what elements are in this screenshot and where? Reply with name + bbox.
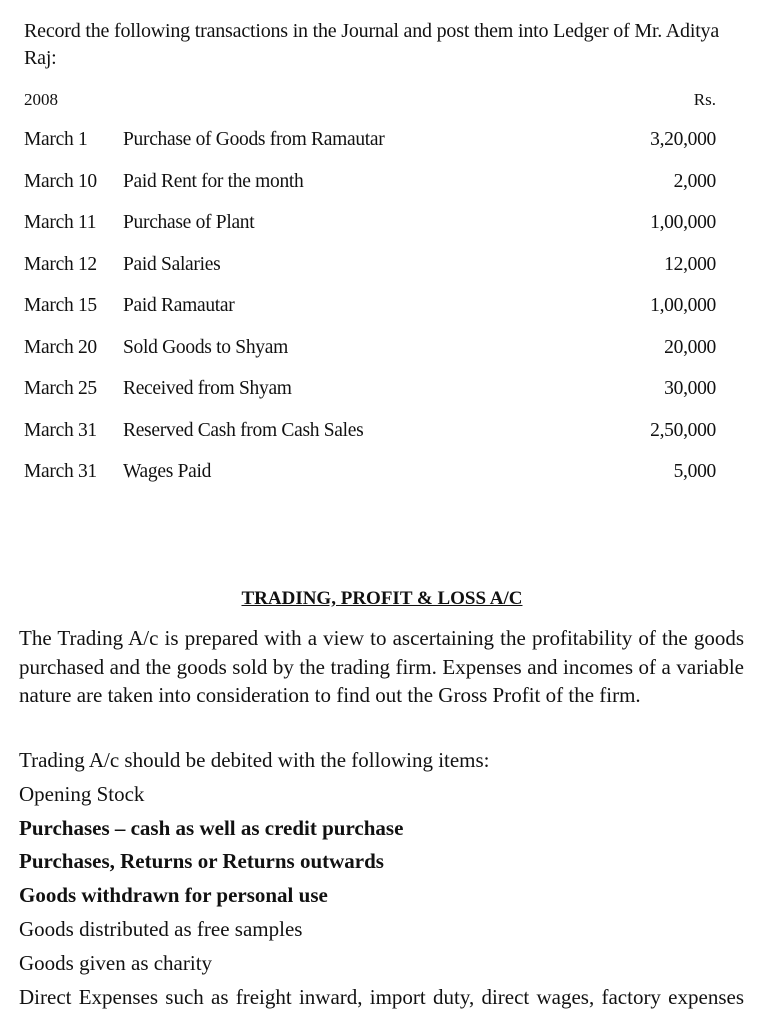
transaction-date: March 12: [24, 253, 97, 275]
transaction-date: March 10: [24, 170, 97, 192]
table-row: [24, 171, 716, 213]
currency-label: Rs.: [693, 90, 716, 109]
transaction-date: March 1: [24, 129, 88, 150]
table-row: [24, 212, 716, 254]
table-row: [24, 378, 716, 420]
transaction-description: Paid Rent for the month: [123, 170, 304, 192]
table-row: [24, 420, 716, 462]
transaction-amount: 1,00,000: [650, 295, 716, 316]
list-item: Opening Stock: [19, 781, 145, 806]
table-row: [24, 254, 716, 296]
transaction-date: March 11: [24, 212, 97, 233]
table-header-row: [24, 90, 716, 116]
transaction-amount: 12,000: [664, 253, 716, 275]
list-item: Goods given as charity: [19, 950, 213, 975]
section-heading: TRADING, PROFIT & LOSS A/C: [241, 588, 523, 609]
debit-items-list: [19, 745, 744, 1012]
intro-paragraph: The Trading A/c is prepared with a view to ascertaining the profitability of the goods purchased and the goods sold by the trading firm. Expenses and incomes of a variable nature are taken into consideration to find out the Gross Profit of the firm.: [19, 626, 744, 707]
transaction-amount: 3,20,000: [650, 129, 716, 150]
transaction-description: Purchase of Plant: [123, 212, 255, 233]
transaction-amount: 1,00,000: [650, 212, 716, 233]
transaction-amount: 30,000: [664, 378, 716, 399]
transaction-date: March 31: [24, 419, 97, 441]
list-item: Goods distributed as free samples: [19, 916, 303, 941]
transaction-date: March 25: [24, 378, 97, 399]
transaction-description: Paid Salaries: [123, 253, 221, 275]
transaction-amount: 20,000: [664, 336, 716, 358]
table-row: [24, 461, 716, 503]
list-item: Purchases – cash as well as credit purchase: [19, 815, 404, 840]
list-item: Trading A/c should be debited with the following items:: [19, 748, 490, 772]
list-item: Purchases, Returns or Returns outwards: [19, 849, 384, 874]
list-item: Direct Expenses such as freight inward, import duty, direct wages, factory expenses: [19, 984, 744, 1009]
table-row: [24, 295, 716, 337]
transaction-description: Purchase of Goods from Ramautar: [123, 129, 385, 150]
transaction-date: March 20: [24, 336, 97, 358]
transaction-description: Wages Paid: [123, 461, 212, 482]
transaction-amount: 2,000: [673, 170, 716, 192]
transaction-description: Sold Goods to Shyam: [123, 336, 288, 358]
transaction-amount: 5,000: [673, 461, 716, 482]
transaction-description: Paid Ramautar: [123, 295, 235, 316]
transaction-amount: 2,50,000: [650, 419, 716, 441]
transaction-description: Reserved Cash from Cash Sales: [123, 419, 364, 441]
transaction-date: March 15: [24, 295, 97, 316]
transaction-date: March 31: [24, 461, 97, 482]
table-row: [24, 129, 716, 171]
question-text: Record the following transactions in the Journal and post them into Ledger of Mr. Aditya Raj:: [24, 20, 720, 69]
list-item: Goods withdrawn for personal use: [19, 883, 328, 908]
year-label: 2008: [24, 90, 58, 109]
transactions-table: [24, 129, 716, 503]
transaction-description: Received from Shyam: [123, 378, 292, 399]
table-row: [24, 337, 716, 379]
